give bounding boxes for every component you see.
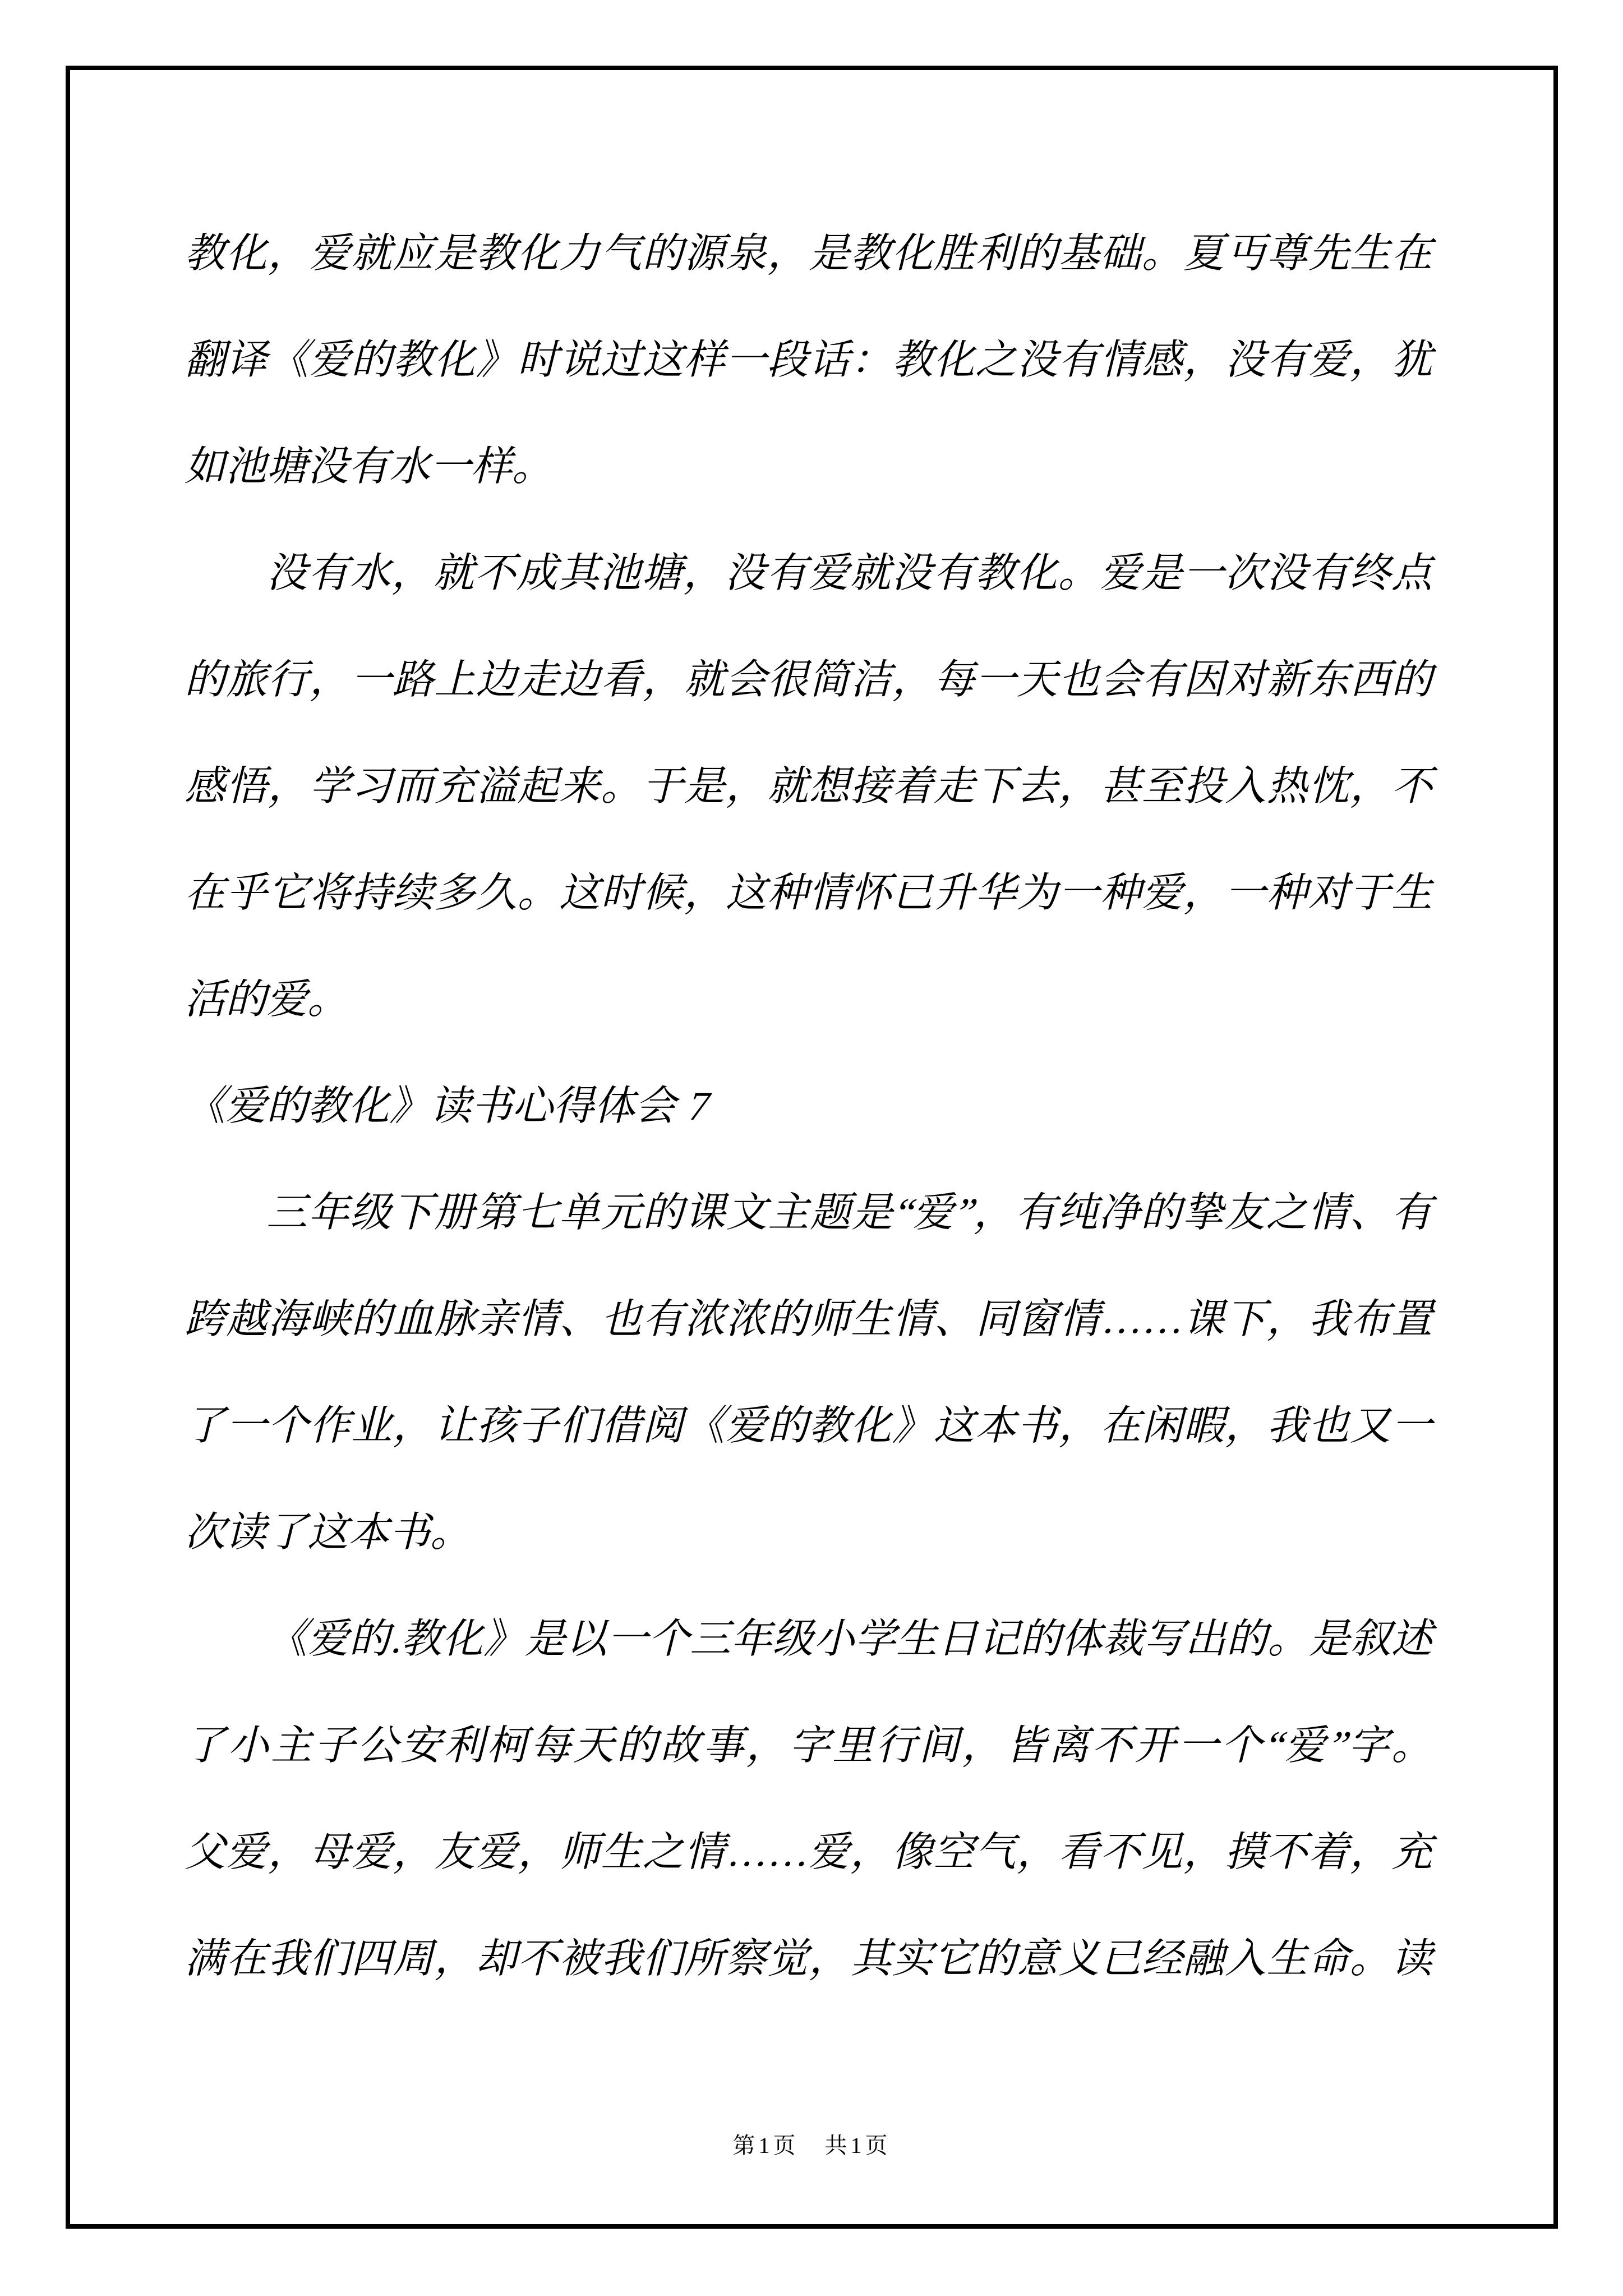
text-line: 活的爱。: [182, 977, 358, 1022]
document-body: [70, 70, 1553, 2012]
text-line: 感悟，学习而充溢起来。于是，就想接着走下去，甚至投入热忱，不: [182, 763, 1442, 809]
text-line: 了一个作业，让孩子们借阅《爱的教化》这本书，在闲暇，我也又一: [182, 1403, 1442, 1448]
text-line: 跨越海峡的血脉亲情、也有浓浓的师生情、同窗情……课下，我布置: [182, 1296, 1442, 1342]
text-line: 没有水，就不成其池塘，没有爱就没有教化。爱是一次没有终点: [264, 550, 1442, 596]
text-line: 父爱，母爱，友爱，师生之情……爱，像空气，看不见，摸不着，充: [182, 1829, 1442, 1875]
text-line: 次读了这本书。: [182, 1510, 481, 1555]
text-line: 《爱的.教化》是以一个三年级小学生日记的体裁写出的。是叙述: [264, 1616, 1442, 1662]
text-line: 如池塘没有水一样。: [182, 444, 562, 489]
text-line: 满在我们四周，却不被我们所察觉，其实它的意义已经融入生命。读: [182, 1936, 1442, 1981]
text-line: 翻译《爱的教化》时说过这样一段话：教化之没有情感，没有爱，犹: [182, 337, 1442, 383]
text-line: 三年级下册第七单元的课文主题是“爱”，有纯净的挚友之情、有: [264, 1190, 1442, 1235]
text-line: 在乎它将持续多久。这时候，这种情怀已升华为一种爱，一种对于生: [182, 870, 1442, 915]
section-heading: 《爱的教化》读书心得体会 7: [182, 1083, 716, 1129]
text-line: 的旅行，一路上边走边看，就会很简洁，每一天也会有因对新东西的: [182, 657, 1442, 702]
page-border-frame: [66, 66, 1558, 2229]
text-line: 教化，爱就应是教化力气的源泉，是教化胜利的基础。夏丏尊先生在: [182, 231, 1442, 276]
page-number-text: 第1页 共1页: [732, 2133, 891, 2158]
text-line: 了小主子公安利柯每天的故事，字里行间，皆离不开一个“爱”字。: [182, 1723, 1442, 1768]
page-number: [70, 2134, 1553, 2157]
